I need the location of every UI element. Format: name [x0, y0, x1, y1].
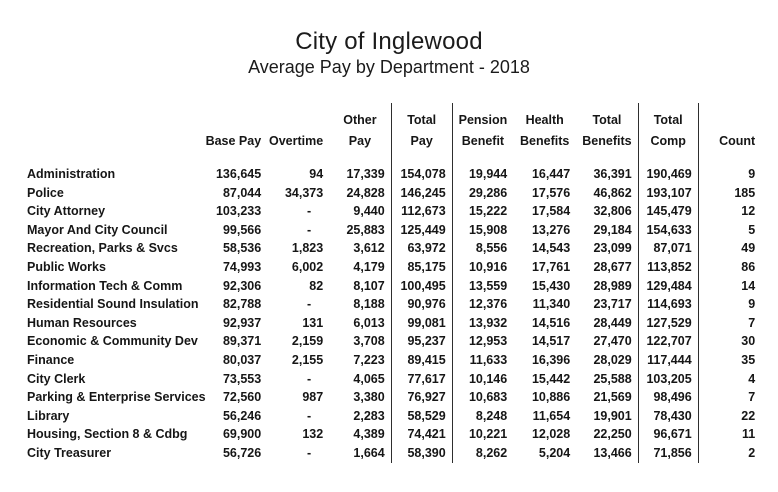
cell-base-pay: 69,900: [222, 427, 262, 442]
cell-pension-benefit: 12,376: [468, 297, 508, 312]
cell-base-pay: 56,726: [222, 445, 262, 460]
cell-count: 2: [748, 445, 756, 460]
department-name: Parking & Enterprise Services: [27, 390, 206, 405]
cell-total-pay: 146,245: [391, 184, 452, 203]
table-row: [27, 425, 761, 444]
cell-other-pay: 24,828: [329, 184, 391, 203]
cell-count: 9: [748, 297, 756, 312]
cell-total-comp: 71,856: [638, 444, 698, 463]
table-row: [27, 165, 761, 184]
cell-total-pay: 58,390: [391, 444, 452, 463]
column-header-overtime: Overtime: [268, 134, 324, 148]
cell-total-comp: 113,852: [638, 258, 698, 277]
column-header-health-benefits: Health Benefits: [520, 113, 570, 148]
department-name: Housing, Section 8 & Cdbg: [27, 427, 188, 442]
cell-total-benefits: 28,029: [576, 351, 638, 370]
table-row: [27, 407, 761, 426]
cell-health-benefits: 15,430: [531, 278, 571, 293]
cell-total-comp: 103,205: [638, 370, 698, 389]
cell-count: 5: [748, 222, 756, 237]
column-header-base-pay: Base Pay: [205, 134, 262, 148]
cell-base-pay: 82,788: [222, 297, 262, 312]
cell-count: 7: [748, 315, 756, 330]
cell-total-comp: 193,107: [638, 184, 698, 203]
table-row: [27, 314, 761, 333]
cell-total-comp: 87,071: [638, 239, 698, 258]
table-row: [27, 351, 761, 370]
cell-health-benefits: 11,340: [532, 297, 571, 312]
table-row: [27, 295, 761, 314]
cell-base-pay: 80,037: [222, 352, 262, 367]
department-name: Police: [27, 185, 64, 200]
cell-total-benefits: 25,588: [576, 370, 638, 389]
cell-health-benefits: 16,447: [531, 167, 571, 181]
cell-overtime: 1,823: [291, 241, 324, 256]
cell-total-pay: 112,673: [391, 202, 452, 221]
department-name: Residential Sound Insulation: [27, 297, 199, 312]
cell-total-pay: 100,495: [391, 277, 452, 296]
cell-other-pay: 7,223: [329, 351, 391, 370]
department-name: City Treasurer: [27, 445, 112, 460]
cell-base-pay: 87,044: [222, 185, 262, 200]
cell-base-pay: 99,566: [222, 222, 262, 237]
department-name: Human Resources: [27, 315, 137, 330]
cell-other-pay: 4,389: [329, 425, 391, 444]
cell-overtime: 6,002: [291, 259, 324, 274]
cell-health-benefits: 16,396: [531, 352, 571, 367]
cell-total-benefits: 28,989: [576, 277, 638, 296]
cell-base-pay: 74,993: [222, 259, 262, 274]
cell-pension-benefit: 8,262: [475, 445, 508, 460]
cell-count: 22: [741, 408, 756, 423]
cell-total-comp: 114,693: [638, 295, 698, 314]
cell-count: 12: [741, 204, 756, 219]
cell-total-pay: 77,617: [391, 370, 452, 389]
cell-health-benefits: 17,761: [531, 259, 571, 274]
cell-total-benefits: 22,250: [576, 425, 638, 444]
cell-total-pay: 90,976: [391, 295, 452, 314]
cell-total-benefits: 46,862: [576, 184, 638, 203]
cell-health-benefits: 14,543: [531, 241, 571, 256]
cell-pension-benefit: 15,908: [468, 222, 508, 237]
cell-health-benefits: 12,028: [531, 427, 571, 442]
cell-count: 7: [748, 390, 756, 405]
column-header-pension-benefit: Pension Benefit: [458, 113, 508, 148]
cell-total-comp: 129,484: [638, 277, 698, 296]
department-name: Administration: [27, 167, 116, 181]
cell-health-benefits: 11,654: [532, 408, 571, 423]
cell-count: 35: [741, 352, 756, 367]
cell-total-benefits: 23,099: [576, 239, 638, 258]
cell-total-pay: 99,081: [391, 314, 452, 333]
table-row: [27, 258, 761, 277]
cell-count: 30: [741, 334, 756, 349]
cell-count: 86: [741, 259, 756, 274]
cell-total-benefits: 32,806: [576, 202, 638, 221]
cell-other-pay: 8,188: [329, 295, 391, 314]
cell-count: 9: [748, 167, 756, 181]
table-row: [27, 277, 761, 296]
average-pay-table: [27, 103, 761, 463]
cell-other-pay: 6,013: [329, 314, 391, 333]
cell-overtime: -: [307, 297, 312, 312]
cell-total-comp: 145,479: [638, 202, 698, 221]
cell-pension-benefit: 10,146: [468, 371, 508, 386]
department-name: Information Tech & Comm: [27, 278, 183, 293]
cell-count: 49: [741, 241, 756, 256]
cell-total-pay: 95,237: [391, 332, 452, 351]
cell-count: 185: [734, 185, 756, 200]
cell-base-pay: 72,560: [222, 390, 262, 405]
cell-other-pay: 3,380: [329, 388, 391, 407]
cell-total-pay: 85,175: [391, 258, 452, 277]
department-name: Library: [27, 408, 70, 423]
column-header-total-pay: Total Pay: [391, 103, 452, 165]
cell-total-comp: 154,633: [638, 221, 698, 240]
column-header-total-comp: Total Comp: [638, 103, 698, 165]
cell-other-pay: 17,339: [329, 165, 391, 184]
cell-total-comp: 127,529: [638, 314, 698, 333]
cell-overtime: -: [307, 204, 312, 219]
department-name: Finance: [27, 352, 75, 367]
cell-health-benefits: 15,442: [531, 371, 571, 386]
cell-overtime: 132: [302, 427, 324, 442]
cell-health-benefits: 13,276: [531, 222, 571, 237]
cell-total-benefits: 29,184: [576, 221, 638, 240]
table-row: [27, 370, 761, 389]
cell-health-benefits: 17,576: [531, 185, 571, 200]
cell-pension-benefit: 11,633: [469, 352, 508, 367]
cell-pension-benefit: 13,559: [468, 278, 508, 293]
cell-total-pay: 76,927: [391, 388, 452, 407]
cell-count: 4: [748, 371, 756, 386]
cell-total-benefits: 28,449: [576, 314, 638, 333]
cell-health-benefits: 14,516: [531, 315, 571, 330]
cell-base-pay: 56,246: [222, 408, 262, 423]
cell-total-pay: 63,972: [391, 239, 452, 258]
cell-other-pay: 9,440: [329, 202, 391, 221]
cell-health-benefits: 17,584: [531, 204, 571, 219]
department-name: Recreation, Parks & Svcs: [27, 241, 178, 256]
department-name: Economic & Community Dev: [27, 334, 198, 349]
cell-overtime: 987: [302, 390, 324, 405]
cell-base-pay: 89,371: [222, 334, 262, 349]
cell-total-comp: 96,671: [638, 425, 698, 444]
cell-total-benefits: 19,901: [576, 407, 638, 426]
cell-total-benefits: 21,569: [576, 388, 638, 407]
cell-total-pay: 89,415: [391, 351, 452, 370]
cell-overtime: -: [307, 445, 312, 460]
cell-health-benefits: 10,886: [531, 390, 571, 405]
cell-total-comp: 117,444: [638, 351, 698, 370]
table-body: [27, 165, 761, 463]
department-name: Public Works: [27, 259, 106, 274]
cell-other-pay: 3,708: [329, 332, 391, 351]
cell-base-pay: 136,645: [215, 167, 262, 181]
table-row: [27, 239, 761, 258]
cell-overtime: -: [307, 371, 312, 386]
cell-pension-benefit: 10,916: [468, 259, 508, 274]
cell-overtime: 82: [309, 278, 324, 293]
cell-overtime: 34,373: [284, 185, 324, 200]
cell-overtime: 2,155: [291, 352, 324, 367]
cell-other-pay: 25,883: [329, 221, 391, 240]
cell-total-benefits: 28,677: [576, 258, 638, 277]
table-row: [27, 444, 761, 463]
cell-count: 11: [741, 427, 756, 442]
cell-pension-benefit: 12,953: [468, 334, 508, 349]
cell-pension-benefit: 19,944: [468, 167, 508, 181]
cell-other-pay: 4,065: [329, 370, 391, 389]
cell-health-benefits: 5,204: [538, 445, 571, 460]
cell-health-benefits: 14,517: [531, 334, 571, 349]
cell-total-comp: 78,430: [638, 407, 698, 426]
table-row: [27, 221, 761, 240]
column-header-total-benefits: Total Benefits: [576, 103, 638, 165]
report-title: City of Inglewood: [295, 28, 483, 55]
cell-other-pay: 1,664: [329, 444, 391, 463]
cell-overtime: -: [307, 222, 312, 237]
report-subtitle: Average Pay by Department - 2018: [248, 57, 530, 77]
cell-total-pay: 58,529: [391, 407, 452, 426]
column-header-department: [27, 103, 206, 165]
cell-overtime: 131: [302, 315, 324, 330]
cell-count: 14: [741, 278, 756, 293]
cell-total-benefits: 23,717: [576, 295, 638, 314]
cell-pension-benefit: 10,221: [468, 427, 508, 442]
cell-pension-benefit: 8,248: [475, 408, 508, 423]
cell-base-pay: 103,233: [215, 204, 262, 219]
cell-overtime: 2,159: [291, 334, 324, 349]
cell-base-pay: 58,536: [222, 241, 262, 256]
cell-total-pay: 125,449: [391, 221, 452, 240]
department-name: Mayor And City Council: [27, 222, 168, 237]
table-header-row: [27, 103, 761, 165]
cell-total-comp: 122,707: [638, 332, 698, 351]
cell-other-pay: 3,612: [329, 239, 391, 258]
cell-pension-benefit: 13,932: [468, 315, 508, 330]
cell-total-comp: 98,496: [638, 388, 698, 407]
cell-overtime: -: [307, 408, 312, 423]
cell-pension-benefit: 8,556: [475, 241, 508, 256]
cell-other-pay: 4,179: [329, 258, 391, 277]
department-name: City Clerk: [27, 371, 86, 386]
table-row: [27, 202, 761, 221]
cell-base-pay: 73,553: [222, 371, 262, 386]
cell-total-comp: 190,469: [638, 165, 698, 184]
table-row: [27, 332, 761, 351]
cell-pension-benefit: 10,683: [468, 390, 508, 405]
department-name: City Attorney: [27, 204, 106, 219]
cell-pension-benefit: 29,286: [468, 185, 508, 200]
cell-total-pay: 74,421: [391, 425, 452, 444]
cell-overtime: 94: [309, 167, 324, 181]
cell-base-pay: 92,306: [222, 278, 262, 293]
cell-base-pay: 92,937: [222, 315, 262, 330]
cell-pension-benefit: 15,222: [468, 204, 508, 219]
cell-other-pay: 2,283: [329, 407, 391, 426]
table-row: [27, 388, 761, 407]
cell-other-pay: 8,107: [329, 277, 391, 296]
cell-total-benefits: 36,391: [576, 165, 638, 184]
cell-total-pay: 154,078: [391, 165, 452, 184]
column-header-count: Count: [719, 134, 756, 148]
cell-total-benefits: 27,470: [576, 332, 638, 351]
column-header-other-pay: Other Pay: [329, 103, 391, 165]
table-row: [27, 184, 761, 203]
cell-total-benefits: 13,466: [576, 444, 638, 463]
